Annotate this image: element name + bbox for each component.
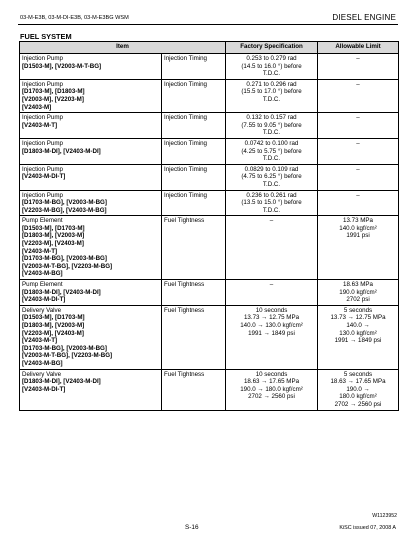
component-line: Delivery Valve — [22, 370, 62, 378]
factory-spec-cell — [226, 164, 318, 190]
table-row — [20, 190, 399, 216]
header-allowable-limit: Allowable Limit — [318, 42, 399, 54]
factory-line: – — [269, 281, 274, 289]
allowable-line: 190.0 → — [346, 385, 370, 393]
allowable-limit-cell — [318, 79, 399, 112]
allowable-line: – — [356, 139, 360, 147]
factory-spec-cell — [226, 138, 318, 164]
allowable-limit-cell — [318, 138, 399, 164]
models-line: [D1503-M], [D1703-M] — [22, 314, 85, 322]
models-line: [V2403-M-BG] — [22, 270, 63, 278]
models-line: [V2003-M-T-BG], [V2203-M-BG] — [22, 352, 113, 360]
component-line: Injection Pump — [22, 80, 63, 88]
page-number: S-16 — [185, 524, 199, 531]
allowable-line: 1991 → 1849 psi — [334, 337, 382, 345]
factory-spec-cell — [226, 190, 318, 216]
factory-line: 13.73 → 12.75 MPa — [243, 314, 300, 322]
parameter-cell: Fuel Tightness — [162, 280, 226, 306]
allowable-line: 13.73 MPa — [343, 217, 373, 225]
factory-line: 10 seconds — [255, 370, 288, 378]
allowable-line: – — [356, 55, 360, 62]
item-cell — [20, 138, 162, 164]
allowable-line: 190.0 kgf/cm² — [339, 288, 377, 296]
header-rule — [18, 24, 398, 25]
allowable-limit-cell — [318, 369, 399, 410]
allowable-line: 2702 psi — [346, 296, 370, 304]
models-line: [D1703-M-BG], [V2003-M-BG] — [22, 344, 107, 352]
table-row — [20, 369, 399, 410]
models-line: [D1703-M-BG], [V2003-M-BG] — [22, 199, 107, 207]
models-line: [V2203-M], [V2403-M] — [22, 329, 84, 337]
item-cell — [20, 54, 162, 80]
factory-line: 1991 → 1849 psi — [248, 329, 295, 337]
parameter-cell: Injection Timing — [162, 54, 226, 80]
models-line: [V2203-M-BG], [V2403-M-BG] — [22, 206, 107, 214]
factory-line: 0.253 to 0.279 rad — [246, 55, 297, 62]
allowable-line: – — [356, 114, 360, 122]
factory-line: 140.0 → 130.0 kgf/cm² — [240, 322, 303, 329]
models-line: [V2403-M-T] — [22, 121, 58, 129]
models-line: [V2003-M], [V2203-M] — [22, 95, 84, 103]
models-line: [D1803-M-DI], [V2403-M-DI] — [22, 147, 101, 155]
models-line: [V2403-M-T] — [22, 337, 58, 345]
models-line: [D1503-M], [D1703-M] — [22, 224, 85, 232]
item-cell — [20, 305, 162, 369]
component-line: Delivery Valve — [22, 306, 62, 314]
factory-spec-cell — [226, 113, 318, 139]
item-cell — [20, 190, 162, 216]
item-cell — [20, 280, 162, 306]
parameter-cell: Injection Timing — [162, 79, 226, 112]
models-line: [D1803-M-DI], [V2403-M-DI] — [22, 288, 101, 296]
factory-line: (4.25 to 5.75 °) before — [241, 147, 302, 155]
factory-line: T.D.C. — [262, 180, 281, 188]
models-line: [V2403-M-DI-T] — [22, 173, 66, 181]
component-line: Injection Pump — [22, 114, 63, 122]
allowable-limit-cell — [318, 113, 399, 139]
allowable-line: 1991 psi — [346, 232, 370, 240]
table-row — [20, 280, 399, 306]
allowable-line: 140.0 kgf/cm² — [339, 224, 377, 232]
footer-issue-text: KiSC issued 07, 2008 A — [339, 525, 396, 531]
allowable-line: 140.0 → — [346, 322, 370, 329]
parameter-cell: Injection Timing — [162, 138, 226, 164]
factory-spec-cell — [226, 280, 318, 306]
allowable-line: 5 seconds — [343, 306, 373, 314]
factory-line: 2702 → 2560 psi — [248, 393, 295, 401]
item-cell — [20, 164, 162, 190]
allowable-limit-cell — [318, 280, 399, 306]
factory-line: (13.5 to 15.0 °) before — [241, 199, 302, 207]
table-header-row — [20, 42, 399, 54]
component-line: Pump Element — [22, 217, 63, 225]
models-line: [D1503-M], [V2003-M-T-BG] — [22, 62, 102, 70]
item-cell — [20, 216, 162, 280]
factory-line: T.D.C. — [262, 129, 281, 137]
factory-line: 18.63 → 17.65 MPa — [243, 378, 300, 386]
factory-line: T.D.C. — [262, 95, 281, 103]
factory-line: 0.0829 to 0.109 rad — [244, 165, 299, 173]
factory-line: 0.236 to 0.261 rad — [246, 191, 297, 199]
factory-spec-cell — [226, 216, 318, 280]
header-item: Item — [20, 42, 226, 54]
factory-line: 0.0742 to 0.100 rad — [244, 139, 299, 147]
factory-line: T.D.C. — [262, 206, 281, 214]
table-row — [20, 54, 399, 80]
models-line: [V2403-M-BG] — [22, 359, 63, 367]
factory-line: 10 seconds — [255, 306, 288, 314]
models-line: [V2403-M-DI-T] — [22, 385, 66, 393]
component-line: Injection Pump — [22, 55, 63, 62]
header-factory-spec: Factory Specification — [226, 42, 318, 54]
models-line: [D1703-M], [D1803-M] — [22, 88, 85, 96]
parameter-cell: Fuel Tightness — [162, 305, 226, 369]
table-row — [20, 79, 399, 112]
table-body — [20, 54, 399, 411]
component-line: Injection Pump — [22, 191, 63, 199]
factory-line: – — [269, 217, 274, 225]
section-title: FUEL SYSTEM — [20, 32, 72, 41]
allowable-line: 5 seconds — [343, 370, 373, 378]
component-line: Injection Pump — [22, 165, 63, 173]
item-cell — [20, 113, 162, 139]
models-line: [V2403-M-T] — [22, 247, 58, 255]
factory-spec-cell — [226, 305, 318, 369]
allowable-limit-cell — [318, 305, 399, 369]
factory-line: (14.5 to 16.0 °) before — [241, 62, 302, 70]
factory-line: 0.132 to 0.157 rad — [246, 114, 297, 122]
models-line: [V2003-M-T-BG], [V2203-M-BG] — [22, 262, 113, 270]
table-row — [20, 138, 399, 164]
parameter-cell: Injection Timing — [162, 164, 226, 190]
factory-line: (15.5 to 17.0 °) before — [241, 88, 302, 96]
allowable-limit-cell — [318, 190, 399, 216]
factory-spec-cell — [226, 54, 318, 80]
allowable-limit-cell — [318, 54, 399, 80]
factory-line: T.D.C. — [262, 70, 281, 78]
models-line: [V2203-M], [V2403-M] — [22, 240, 84, 248]
code-reference: W1123952 — [372, 513, 397, 519]
parameter-cell: Fuel Tightness — [162, 369, 226, 410]
table-row — [20, 216, 399, 280]
allowable-line: – — [356, 165, 360, 173]
component-line: Pump Element — [22, 281, 63, 289]
factory-spec-cell — [226, 369, 318, 410]
models-line: [V2403-M] — [22, 103, 52, 111]
component-line: Injection Pump — [22, 139, 63, 147]
allowable-limit-cell — [318, 216, 399, 280]
models-line: [D1703-M-BG], [V2003-M-BG] — [22, 255, 107, 263]
factory-line: (4.75 to 6.25 °) before — [241, 173, 302, 181]
header-left-text: 03-M-E3B, 03-M-DI-E3B, 03-M-E3BG WSM — [20, 15, 129, 21]
allowable-line: 180.0 kgf/cm² — [339, 393, 377, 401]
table-row — [20, 164, 399, 190]
factory-line: T.D.C. — [262, 155, 281, 163]
models-line: [D1803-M-DI], [V2403-M-DI] — [22, 378, 101, 386]
allowable-line: 18.63 → 17.65 MPa — [330, 378, 386, 386]
parameter-cell: Fuel Tightness — [162, 216, 226, 280]
factory-spec-cell — [226, 79, 318, 112]
factory-line: 190.0 → 180.0 kgf/cm² — [240, 385, 303, 393]
spec-table — [19, 41, 399, 411]
header-right-title: DIESEL ENGINE — [332, 13, 396, 22]
allowable-line: – — [356, 80, 360, 88]
item-cell — [20, 369, 162, 410]
table-row — [20, 113, 399, 139]
models-line: [V2403-M-DI-T] — [22, 296, 66, 304]
allowable-line: – — [356, 191, 360, 199]
allowable-line: 18.63 MPa — [343, 281, 373, 289]
item-cell — [20, 79, 162, 112]
allowable-line: 13.73 → 12.75 MPa — [330, 314, 386, 322]
parameter-cell: Injection Timing — [162, 190, 226, 216]
allowable-line: 2702 → 2560 psi — [334, 400, 382, 408]
table-row — [20, 305, 399, 369]
factory-line: (7.55 to 9.05 °) before — [241, 121, 302, 129]
allowable-line: 130.0 kgf/cm² — [339, 329, 377, 337]
factory-line: 0.271 to 0.296 rad — [246, 80, 297, 88]
parameter-cell: Injection Timing — [162, 113, 226, 139]
models-line: [D1803-M], [V2003-M] — [22, 232, 85, 240]
models-line: [D1803-M], [V2003-M] — [22, 322, 85, 329]
allowable-limit-cell — [318, 164, 399, 190]
